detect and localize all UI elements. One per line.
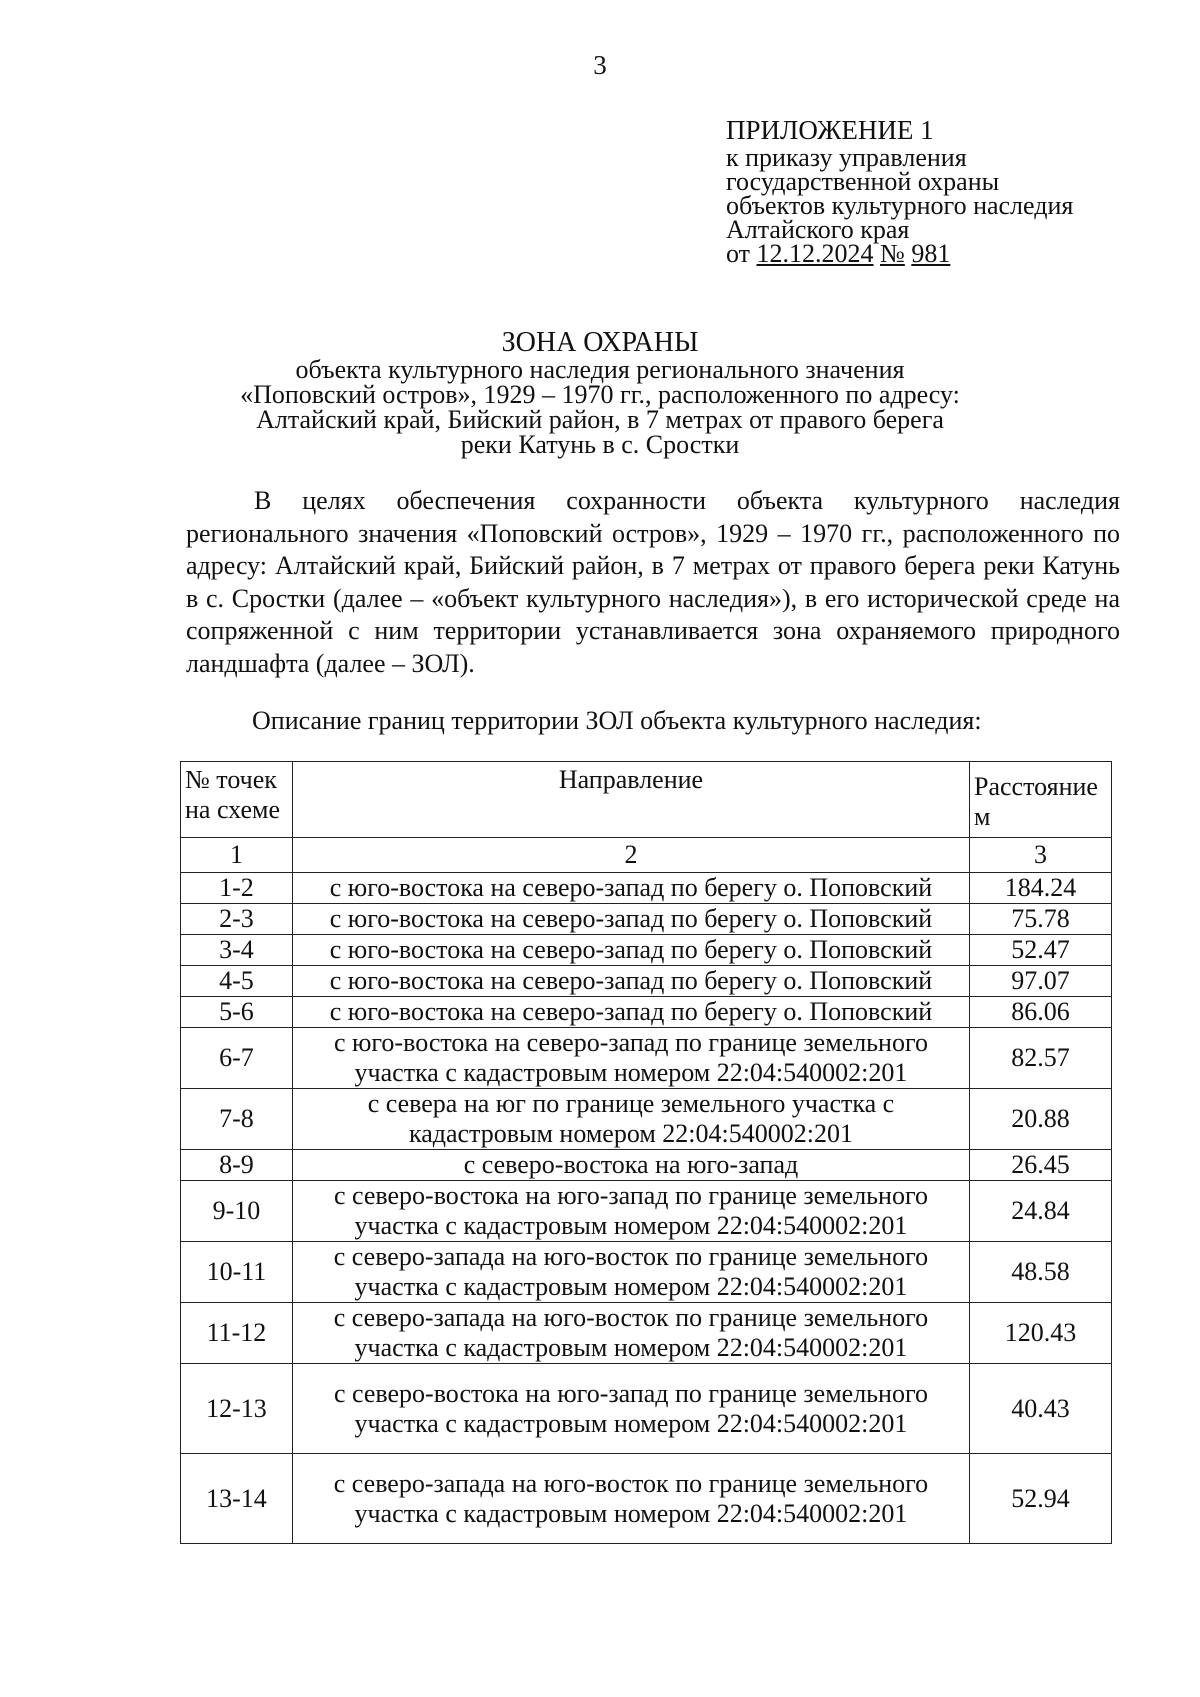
table-row	[181, 1454, 1112, 1544]
cell-direction: с юго-востока на северо-запад по берегу о. Поповский	[292, 873, 969, 904]
cell-distance: 24.84	[970, 1181, 1112, 1242]
header-distance: Расстояние м	[970, 762, 1112, 838]
column-index-row	[181, 838, 1112, 873]
cell-points: 9-10	[181, 1181, 293, 1242]
cell-points: 13-14	[181, 1454, 293, 1544]
order-number: 981	[911, 239, 951, 268]
cell-distance: 97.07	[970, 966, 1112, 997]
cell-distance: 184.24	[970, 873, 1112, 904]
cell-direction: с юго-востока на северо-запад по берегу о. Поповский	[292, 935, 969, 966]
cell-direction: с северо-востока на юго-запад по границе земельного участка с кадастровым номером 22:04:540002:201	[292, 1181, 969, 1242]
annex-line: Алтайского края	[726, 215, 910, 244]
table-row	[181, 997, 1112, 1028]
table-row	[181, 966, 1112, 997]
cell-direction: с северо-востока на юго-запад	[292, 1150, 969, 1181]
cell-distance: 40.43	[970, 1364, 1112, 1454]
cell-direction: с севера на юг по границе земельного участка с кадастровым номером 22:04:540002:201	[292, 1089, 969, 1150]
cell-points: 2-3	[181, 904, 293, 935]
cell-direction: с северо-запада на юго-восток по границе земельного участка с кадастровым номером 22:04:540002:201	[292, 1303, 969, 1364]
table-row	[181, 1242, 1112, 1303]
header-direction: Направление	[292, 762, 969, 838]
annex-title: ПРИЛОЖЕНИЕ 1	[726, 115, 934, 145]
cell-points: 7-8	[181, 1089, 293, 1150]
order-date: 12.12.2024	[756, 239, 874, 268]
cell-points: 3-4	[181, 935, 293, 966]
header-points: № точек на схеме	[181, 762, 293, 838]
cell-distance: 52.94	[970, 1454, 1112, 1544]
column-index: 3	[970, 838, 1112, 873]
cell-points: 6-7	[181, 1028, 293, 1089]
body-paragraph: В целях обеспечения сохранности объекта культурного наследия регионального значения «Поповский остров», 1929 – 1970 гг., расположенного по адресу: Алтайский край, Бийский район, в 7 метрах от правого берега реки Катунь в с. Сростки (далее – «объект культурного наследия»), в его исторической среде на сопряженной с ним территории устанавливается зона охраняемого природного ландшафта (далее – ЗОЛ).	[186, 486, 1120, 678]
cell-distance: 48.58	[970, 1242, 1112, 1303]
cell-distance: 82.57	[970, 1028, 1112, 1089]
cell-distance: 120.43	[970, 1303, 1112, 1364]
table-row	[181, 1364, 1112, 1454]
zone-title: ЗОНА ОХРАНЫ	[501, 327, 699, 358]
table-row	[181, 935, 1112, 966]
cell-direction: с юго-востока на северо-запад по границе земельного участка с кадастровым номером 22:04:540002:201	[292, 1028, 969, 1089]
table-row	[181, 1181, 1112, 1242]
cell-points: 8-9	[181, 1150, 293, 1181]
cell-points: 10-11	[181, 1242, 293, 1303]
cell-points: 12-13	[181, 1364, 293, 1454]
table-row	[181, 1089, 1112, 1150]
zone-subtitle-line: «Поповский остров», 1929 – 1970 гг., расположенного по адресу:	[240, 380, 960, 409]
cell-direction: с юго-востока на северо-запад по берегу о. Поповский	[292, 904, 969, 935]
cell-points: 5-6	[181, 997, 293, 1028]
column-index: 2	[292, 838, 969, 873]
cell-distance: 52.47	[970, 935, 1112, 966]
annex-date-line	[726, 239, 1073, 268]
cell-distance: 75.78	[970, 904, 1112, 935]
annex-line: государственной охраны	[726, 167, 1000, 196]
date-prefix: от	[726, 239, 751, 268]
table-row	[181, 1028, 1112, 1089]
page-number: 3	[593, 50, 607, 80]
table-row	[181, 1303, 1112, 1364]
cell-direction: с северо-запада на юго-восток по границе земельного участка с кадастровым номером 22:04:540002:201	[292, 1454, 969, 1544]
annex-line: к приказу управления	[726, 143, 967, 172]
cell-points: 4-5	[181, 966, 293, 997]
boundary-table	[180, 761, 1112, 1544]
cell-distance: 20.88	[970, 1089, 1112, 1150]
zone-heading	[0, 327, 1200, 459]
table-caption: Описание границ территории ЗОЛ объекта культурного наследия:	[252, 706, 982, 735]
zone-subtitle-line: реки Катунь в с. Сростки	[460, 430, 740, 459]
annex-line: объектов культурного наследия	[726, 191, 1074, 220]
table-row	[181, 1150, 1112, 1181]
table-header-row	[181, 762, 1112, 838]
cell-direction: с северо-востока на юго-запад по границе земельного участка с кадастровым номером 22:04:540002:201	[292, 1364, 969, 1454]
cell-direction: с северо-запада на юго-восток по границе земельного участка с кадастровым номером 22:04:540002:201	[292, 1242, 969, 1303]
table-row	[181, 873, 1112, 904]
cell-direction: с юго-востока на северо-запад по берегу о. Поповский	[292, 966, 969, 997]
number-sign: №	[880, 239, 905, 268]
cell-distance: 26.45	[970, 1150, 1112, 1181]
zone-subtitle-line: Алтайский край, Бийский район, в 7 метрах от правого берега	[256, 405, 944, 434]
zone-subtitle-line: объекта культурного наследия регионального значения	[295, 355, 905, 384]
cell-distance: 86.06	[970, 997, 1112, 1028]
annex-block	[726, 115, 1074, 268]
column-index: 1	[181, 838, 293, 873]
cell-points: 1-2	[181, 873, 293, 904]
table-row	[181, 904, 1112, 935]
cell-direction: с юго-востока на северо-запад по берегу о. Поповский	[292, 997, 969, 1028]
cell-points: 11-12	[181, 1303, 293, 1364]
